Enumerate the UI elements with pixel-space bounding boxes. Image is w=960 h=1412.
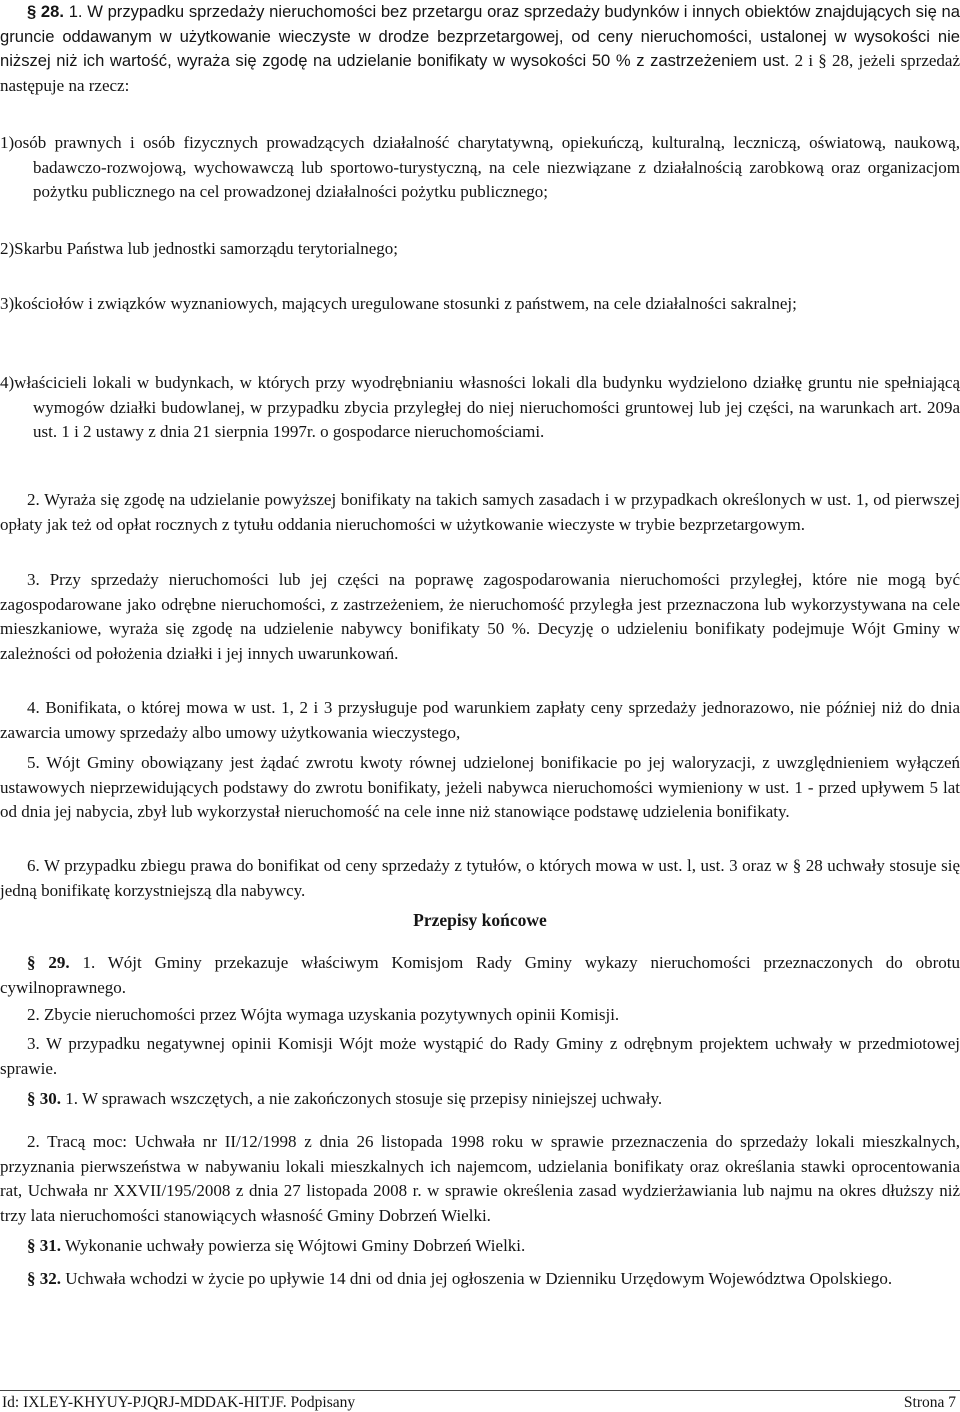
paragraph-28-ust-5: 5. Wójt Gminy obowiązany jest żądać zwrotu kwoty równej udzielonej bonifikacie po jej waloryzacji, z uwzględnieniem wyłączeń ustawowych nieprzewidujących podstawy do zwrotu bonifikaty, jeżeli nabywca nieruchomości wymieniony w ust. 1 - przed upływem 5 lat od dnia jej nabycia, zbył lub wykorzystał nieruchomość na cele inne niż stanowiące podstawę udzielenia bonifikaty. [0,753,960,821]
paragraph-28-ust-1-tail: 2 i § 28, jeżeli sprzedaż następuje na rzecz: [0,51,960,95]
page-footer [0,1390,960,1411]
page-number: Strona 7 [903,1394,956,1411]
paragraph-28-ust-2: 2. Wyraża się zgodę na udzielanie powyższej bonifikaty na takich samych zasadach i w przypadkach określonych w ust. 1, od pierwszej opłaty jak też od opłat rocznych z tytułu oddania nieruchomości w użytkowanie wieczyste w trybie bezprzetargowym. [0,490,960,534]
paragraph-30-number: 30. [39,1089,61,1108]
paragraph-32-number: 32. [39,1269,61,1288]
list-item-text: kościołów i związków wyznaniowych, mających uregulowane stosunki z państwem, na cele działalności sakralnej; [14,294,797,313]
paragraph-31-sign: § [27,1236,40,1255]
paragraph-29-ust-1-text: 1. Wójt Gminy przekazuje właściwym Komisjom Rady Gminy wykazy nieruchomości przeznaczonych do obrotu cywilnoprawnego. [0,953,960,997]
list-item-number: 3) [0,294,15,313]
paragraph-28-ust-1-text: 1. W przypadku sprzedaży nieruchomości bez przetargu oraz sprzedaży budynków i innych obiektów znajdujących się na gruncie oddawanym w użytkowanie wieczyste w drodze bezprzetargowej, od ceny nieruchomości, ustalonej w wysokości nie niższej niż ich wartość, wyraża się zgodę na udzielanie bonifikaty w wysokości 50 % z zastrzeżeniem ust. [0,2,960,70]
paragraph-28-ust-6: 6. W przypadku zbiegu prawa do bonifikat od ceny sprzedaży z tytułów, o których mowa w ust. l, ust. 3 oraz w § 28 uchwały stosuje się jedną bonifikatę korzystniejszą dla nabywcy. [0,856,960,900]
document-id: Id: IXLEY-KHYUY-PJQRJ-MDDAK-HITJF. Podpisany [2,1394,356,1411]
paragraph-31-text: Wykonanie uchwały powierza się Wójtowi Gminy Dobrzeń Wielki. [61,1236,526,1255]
paragraph-31-number: 31. [39,1236,61,1255]
paragraph-28-number: 28. [40,2,64,21]
list-item-text: właścicieli lokali w budynkach, w których przy wyodrębnianiu własności lokali dla budynku wydzielono działkę gruntu nie spełniającą wymogów działki budowlanej, w przypadku zbycia przyległej do niej nieruchomości gruntowej lub jej części, na warunkach art. 209a ust. 1 i 2 ustawy z dnia 21 sierpnia 1997r. o gospodarce nieruchomościami. [14,373,960,441]
paragraph-32-text: Uchwała wchodzi w życie po upływie 14 dni od dnia jej ogłoszenia w Dzienniku Urzędowym Województwa Opolskiego. [61,1269,893,1288]
list-item-number: 2) [0,239,15,258]
paragraph-28-ust-3: 3. Przy sprzedaży nieruchomości lub jej części na poprawę zagospodarowania nieruchomości przyległej, które nie mogą być zagospodarowane jako odrębne nieruchomości, z zastrzeżeniem, że nieruchomość przyległa jest przeznaczona lub wykorzystywana na cele mieszkaniowe, wyraża się zgodę na udzielenie nabywcy bonifikaty 50 %. Decyzję o udzieleniu bonifikaty podejmuje Wójt Gminy w zależności od położenia działki i jej innych uwarunkowań. [0,570,960,663]
paragraph-32 [0,1267,960,1292]
paragraph-30-ust-1-text: 1. W sprawach wszczętych, a nie zakończonych stosuje się przepisy niniejszej uchwały. [61,1089,663,1108]
paragraph-30-sign: § [27,1089,40,1108]
list-item-text: osób prawnych i osób fizycznych prowadzących działalność charytatywną, opiekuńczą, kulturalną, leczniczą, oświatową, naukową, badawczo-rozwojową, wychowawczą lub sportowo-turystyczną, na cele niezwiązane z działalnością zarobkową oraz organizacjom pożytku publicznego na cel prowadzonej działalności pożytku publicznego; [14,133,960,201]
paragraph-29-ust-2: 2. Zbycie nieruchomości przez Wójta wymaga uzyskania pozytywnych opinii Komisji. [27,1005,620,1024]
list-item-1 [0,131,960,205]
paragraph-29-ust-3: 3. W przypadku negatywnej opinii Komisji Wójt może wystąpić do Rady Gminy z odrębnym projektem uchwały w przedmiotowej sprawie. [0,1034,960,1078]
paragraph-28-ust-1 [0,0,960,98]
list-item-4 [0,371,960,445]
list-item-number: 1) [0,133,15,152]
list-item-2 [0,237,960,262]
paragraph-29-sign: § [27,953,49,972]
paragraph-31 [0,1234,960,1259]
list-item-number: 4) [0,373,15,392]
paragraph-28-ust-4: 4. Bonifikata, o której mowa w ust. 1, 2 i 3 przysługuje pod warunkiem zapłaty ceny sprzedaży jednorazowo, nie później niż do dnia zawarcia umowy sprzedaży albo umowy użytkowania wieczystego, [0,698,960,742]
section-heading: Przepisy końcowe [413,910,547,930]
paragraph-29-number: 29. [48,953,70,972]
paragraph-32-sign: § [27,1269,40,1288]
paragraph-30-ust-1 [0,1087,960,1112]
paragraph-28-sign: § [27,2,41,21]
paragraph-30-ust-2: 2. Tracą moc: Uchwała nr II/12/1998 z dnia 26 listopada 1998 roku w sprawie przeznaczenia do sprzedaży lokali mieszkalnych, przyznania pierwszeństwa w nabywaniu lokali mieszkalnych ich najemcom, udzielania bonifikaty oraz określania stawki oprocentowania rat, Uchwała nr XXVII/195/2008 z dnia 27 listopada 2008 r. w sprawie określenia zasad wydzierżawiania lub najmu na okres dłuższy niż trzy lata nieruchomości stanowiących własność Gminy Dobrzeń Wielki. [0,1132,960,1225]
paragraph-29-ust-1 [0,951,960,1000]
list-item-text: Skarbu Państwa lub jednostki samorządu terytorialnego; [14,239,399,258]
list-item-3 [0,292,960,317]
